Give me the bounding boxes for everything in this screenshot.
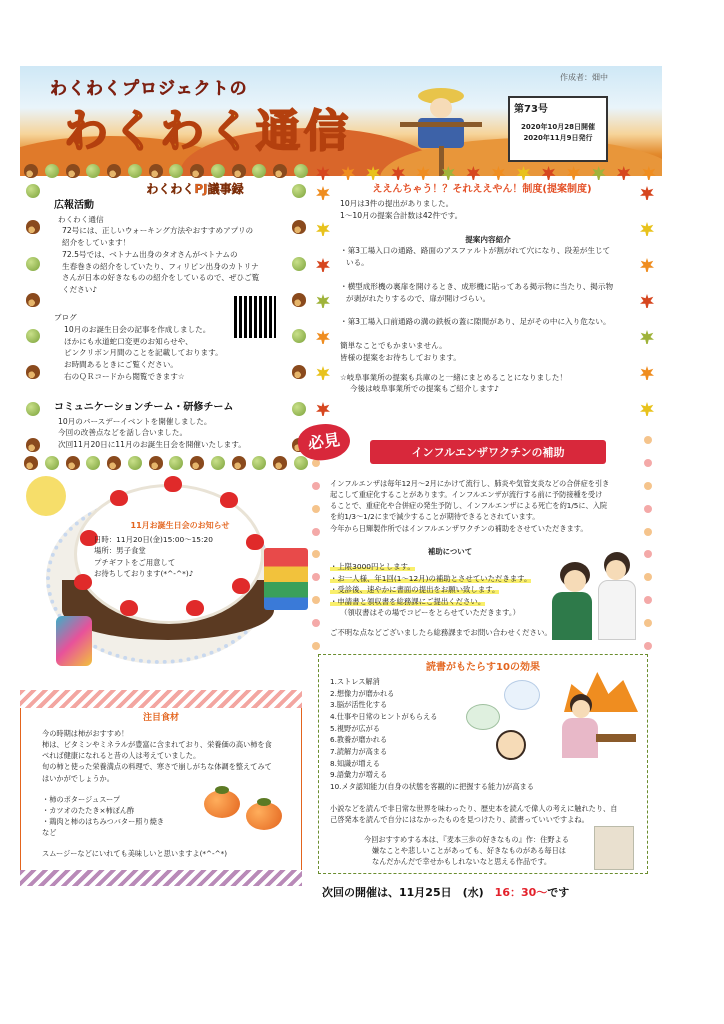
strawberry-icon: [110, 490, 128, 506]
pr-subheading: わくわく通信: [58, 214, 104, 224]
chestnut-icon: [232, 456, 246, 470]
blog-line: 右のＱＲコードから閲覧できます☆: [64, 371, 185, 381]
flu-body-line: インフルエンザは毎年12月～2月にかけて流行し、肺炎や気管支炎などの合併症を引き: [330, 479, 610, 488]
fairy-tale-icon: [504, 680, 540, 710]
reading-recommend-line: 今回おすすめする本は、『麦本三歩の好きなもの』作：住野よる: [364, 835, 569, 844]
food-body: [42, 728, 298, 860]
flu-support-item: ・上限3000円とします。: [330, 562, 415, 572]
chestnut-icon: [149, 164, 163, 178]
apple-icon: [26, 257, 40, 271]
reading-para: 己啓発本を読んで自分にはなかったものを見つけたり、読書っていいですよね。: [330, 815, 589, 825]
flu-support: [330, 546, 570, 638]
flower-dot-icon: [312, 619, 320, 627]
proposal-item: ・第3工場入口の通路、路面のアスファルトが割がれて穴になり、段差が生じて: [340, 246, 611, 256]
apple-icon: [128, 456, 142, 470]
pj-section-blog: [54, 312, 234, 383]
flu-body-line: 起こして重症化することがあります。インフルエンザが流行する前に予防接種を受け: [330, 490, 603, 500]
apple-icon: [252, 164, 266, 178]
historical-figure-icon: [496, 730, 526, 760]
reading-title: 読書がもたらす10の効果: [426, 662, 540, 673]
reading-recommend-line: 嫌なことや悲しいことがあっても、好きなものがある毎日は: [372, 846, 566, 856]
maple-leaf-icon: [491, 166, 505, 180]
ginkgo-leaf-icon: [517, 166, 531, 180]
blog-line: ほかにも水道蛇口変更のお知らせや、: [64, 336, 193, 346]
proposal-gifu: ☆岐阜事業所の提案も兵庫のと一緒にまとめることになりました！: [340, 372, 568, 382]
proposal-item: ・横型成形機の裏扉を開けるとき、成形機に貼ってある掲示物に当たり、掲示物: [340, 281, 614, 291]
reader-body-icon: [562, 718, 598, 758]
chestnut-icon: [232, 164, 246, 178]
pr-line: 72号には、正しいウォーキング方法やおすすめアプリの: [62, 226, 254, 236]
chestnut-icon: [292, 293, 306, 307]
held-date: 2020年10月28日開催: [521, 122, 595, 131]
maple-leaf-icon: [640, 258, 654, 272]
reading-effect: 8.知識が増える: [330, 758, 380, 768]
flower-dot-icon: [312, 573, 320, 581]
flower-dot-icon: [644, 436, 652, 444]
chestnut-icon: [66, 164, 80, 178]
food-stripe-top: [20, 690, 302, 708]
strawberry-icon: [220, 492, 238, 508]
food-menu: など: [42, 828, 57, 838]
chestnut-icon: [273, 164, 287, 178]
maple-leaf-icon: [542, 166, 556, 180]
reading-effect: 7.読解力が高まる: [330, 746, 388, 756]
apple-icon: [86, 456, 100, 470]
apple-icon: [26, 184, 40, 198]
flower-dot-icon: [644, 550, 652, 558]
apple-icon: [169, 164, 183, 178]
apple-icon: [26, 402, 40, 416]
birthday-line: 日時：11月20日(金)15:00～15:20: [94, 535, 213, 544]
ginkgo-leaf-icon: [366, 166, 380, 180]
leaf-row-top: [316, 166, 656, 180]
reading-effect: 3.脳が活性化する: [330, 700, 388, 710]
patient-body-icon: [552, 592, 592, 640]
gift-boxes-icon: [264, 548, 308, 610]
blog-line: ピンクリボン月間のことを記載しております。: [64, 348, 223, 358]
flu-support-item: ・お一人様、年1回(1～12月)の補助とさせていただきます。: [330, 573, 532, 583]
flu-title: インフルエンザワクチンの補助: [411, 446, 565, 459]
food-line: べれば健康になれると昔の人は考えていました。: [42, 751, 201, 761]
apple-icon: [26, 329, 40, 343]
flower-dot-icon: [312, 642, 320, 650]
blog-line: お時間あるときにご覧ください。: [64, 360, 178, 370]
maple-leaf-icon: [640, 366, 654, 380]
food-stripe-bottom: [20, 870, 302, 886]
flower-dot-icon: [644, 573, 652, 581]
chestnut-icon: [107, 164, 121, 178]
pj-minutes-title: わくわくPJ議事録: [146, 182, 244, 196]
chestnut-icon: [26, 220, 40, 234]
chestnut-icon: [24, 164, 38, 178]
pr-line: さんが日本の好きなものの紹介をしているので、ぜひご覧: [62, 273, 260, 283]
flower-dot-icon: [644, 619, 652, 627]
balloon-icon: [26, 476, 66, 516]
flower-dot-icon: [644, 505, 652, 513]
next-meeting-time: 16：30～: [494, 886, 548, 899]
ginkgo-leaf-icon: [640, 330, 654, 344]
reading-para: 小説などを読んで非日常な世界を味わったり、歴史本を読んで偉人の考えに触れたり、自: [330, 803, 618, 813]
reading-effect: 2.想像力が磨かれる: [330, 688, 395, 698]
book-cover-icon: [594, 826, 634, 870]
proposal-intro: 10月は3件の提出がありました。: [340, 199, 454, 208]
leaf-col-right: [640, 186, 654, 416]
chestnut-icon: [292, 365, 306, 379]
nurse-body-icon: [598, 580, 636, 640]
apple-icon: [211, 456, 225, 470]
ginkgo-leaf-icon: [640, 402, 654, 416]
flu-support-item: ・受診後、速やかに書面の提出をお願い致します。: [330, 585, 500, 595]
comm-line: 次回11月20日に11月のお誕生日会を開催いたします。: [58, 440, 246, 450]
apple-icon: [211, 164, 225, 178]
food-line: 今の時期は柿がおすすめ！: [42, 729, 129, 738]
scarecrow-face-icon: [430, 98, 452, 118]
ginkgo-leaf-icon: [592, 166, 606, 180]
nurse-face-icon: [606, 560, 626, 580]
strawberry-icon: [186, 600, 204, 616]
reading-recommend-line: なんだかんだで幸せかもしれないなと思える作品です。: [372, 857, 552, 867]
decor-col-left: [26, 184, 40, 452]
chestnut-icon: [190, 164, 204, 178]
proposal-item: が剥がれたりするので、扉が開けづらい。: [346, 293, 491, 303]
proposal-gifu: 今後は岐阜事業所での提案もご紹介します♪: [350, 384, 500, 394]
maple-leaf-icon: [640, 294, 654, 308]
apple-icon: [294, 456, 308, 470]
apple-icon: [45, 164, 59, 178]
author: 作成者：畑中: [560, 73, 608, 82]
ginkgo-leaf-icon: [316, 366, 330, 380]
persimmon-icon: [246, 802, 282, 830]
apple-icon: [45, 456, 59, 470]
pj-section-comm: [54, 400, 290, 451]
strawberry-icon: [246, 534, 264, 550]
proposal-body: [340, 198, 636, 395]
pr-line: 生春巻きの紹介をしていたり、フィリピン出身のカトリナ: [62, 261, 259, 271]
scarecrow-arms-icon: [400, 122, 482, 127]
maple-leaf-icon: [617, 166, 631, 180]
pinata-icon: [56, 616, 92, 666]
flu-body-line: 今年から日輝製作所ではインフルエンザワクチンの補助をさせていただきます。: [330, 523, 588, 533]
chestnut-icon: [107, 456, 121, 470]
proposal-intro: 1～10月の提案合計数は42件です。: [340, 210, 463, 220]
strawberry-icon: [120, 600, 138, 616]
apple-icon: [128, 164, 142, 178]
flower-dot-icon: [644, 459, 652, 467]
ginkgo-leaf-icon: [441, 166, 455, 180]
flu-support-note: （領収書はその場でコピーをとらせていただきます。）: [340, 608, 520, 618]
chestnut-icon: [66, 456, 80, 470]
chestnut-icon: [292, 220, 306, 234]
chestnut-icon: [190, 456, 204, 470]
ginkgo-leaf-icon: [316, 294, 330, 308]
reading-effect: 5.視野が広がる: [330, 723, 380, 733]
maple-leaf-icon: [567, 166, 581, 180]
food-line: はいかがでしょうか。: [42, 773, 114, 783]
maple-leaf-icon: [316, 330, 330, 344]
maple-leaf-icon: [642, 166, 656, 180]
issue-number: 第73号: [514, 104, 548, 115]
next-meeting-suffix: です: [547, 886, 570, 899]
leaf-col-left: [316, 186, 330, 416]
bench-icon: [596, 734, 636, 742]
flower-dot-icon: [644, 528, 652, 536]
flower-dot-icon: [312, 528, 320, 536]
comm-line: 10月のバースデーイベントを開催しました。: [58, 416, 212, 426]
chestnut-icon: [26, 365, 40, 379]
apple-icon: [294, 164, 308, 178]
flu-body-line: ることで、重症化や合併症の発生予防し、インフルエンザによる死亡を約1/5に、入院: [330, 501, 608, 511]
food-line: 柿は、ビタミンやミネラルが豊富に含まれており、栄養価の高い柿を食: [42, 740, 272, 750]
proposal-item: いる。: [346, 258, 369, 268]
apple-icon: [292, 329, 306, 343]
food-closing: スムージーなどにいれても美味しいと思いますよ(*^-^*): [42, 849, 228, 859]
ginkgo-leaf-icon: [316, 222, 330, 236]
issue-info-box: [508, 96, 608, 162]
apple-icon: [252, 456, 266, 470]
next-meeting: [322, 884, 569, 901]
ideas-icon: [466, 704, 500, 730]
apple-icon: [292, 184, 306, 198]
decor-col-right: [292, 184, 306, 452]
proposal-closing: 皆様の提案をお待ちしております。: [340, 352, 461, 362]
food-title: 注目食材: [142, 713, 179, 723]
header-subtitle: わくわくプロジェクトの: [50, 79, 248, 99]
flower-dot-icon: [312, 550, 320, 558]
header-banner: [20, 66, 662, 176]
proposal-closing: 簡単なことでもかまいません。: [340, 341, 447, 351]
birthday-line: 場所：男子食堂: [94, 546, 146, 556]
strawberry-icon: [164, 476, 182, 492]
flower-dot-icon: [312, 596, 320, 604]
blog-line: 10月のお誕生日会の記事を作成しました。: [64, 324, 211, 334]
strawberry-icon: [232, 578, 250, 594]
food-menu: ・カツオのたたき×柿ぽん酢: [42, 805, 135, 815]
proposal-item: ・第3工場入口前通路の溝の鉄板の蓋に隙間があり、足がその中に入り危ない。: [340, 317, 611, 327]
comm-line: 今回の改善点などを話し合いました。: [58, 428, 188, 438]
flower-dot-icon: [312, 482, 320, 490]
flu-body: [330, 478, 640, 534]
flower-dot-icon: [644, 642, 652, 650]
flower-dot-icon: [644, 482, 652, 490]
comm-heading: コミュニケーションチーム・研修チーム: [54, 402, 234, 413]
maple-leaf-icon: [416, 166, 430, 180]
strawberry-icon: [74, 574, 92, 590]
persimmon-icon: [204, 790, 240, 818]
blog-heading: ブログ: [54, 313, 77, 322]
reading-effect: 6.教養が磨かれる: [330, 735, 388, 745]
apple-icon: [86, 164, 100, 178]
maple-leaf-icon: [466, 166, 480, 180]
chestnut-icon: [149, 456, 163, 470]
next-meeting-prefix: 次回の開催は、11月25日 (水): [322, 886, 495, 899]
chestnut-icon: [24, 456, 38, 470]
birthday-line: お待ちしております(*^-^*)♪: [94, 569, 194, 579]
pj-section-pr: [54, 198, 290, 296]
dot-col-left: [312, 436, 322, 650]
flower-dot-icon: [312, 505, 320, 513]
chestnut-icon: [26, 293, 40, 307]
food-menu: ・柿のポタージュスープ: [42, 794, 121, 804]
ginkgo-leaf-icon: [640, 222, 654, 236]
reader-face-icon: [572, 700, 590, 718]
chestnut-icon: [273, 456, 287, 470]
chestnut-icon: [26, 438, 40, 452]
reading-effect: 1.ストレス解消: [330, 677, 380, 686]
flu-body-line: を約1/3～1/2にまで減少することが期待できるとされています。: [330, 512, 540, 522]
flu-support-item: ・申請書と領収書を総務課にご提出ください。: [330, 596, 486, 606]
birthday-details: [94, 534, 244, 580]
qr-code[interactable]: [234, 296, 276, 338]
apple-icon: [292, 257, 306, 271]
pr-line: 72.5号では、ベトナム出身のタオさんがベトナムの: [62, 249, 238, 259]
reading-effect: 4.仕事や日常のヒントがもらえる: [330, 711, 438, 721]
header-title: わくわく通信: [64, 106, 352, 157]
food-menu: ・鶏肉と柿のはちみつバター照り焼き: [42, 817, 165, 827]
flu-support-heading: 補助について: [427, 547, 473, 556]
pr-heading: 広報活動: [54, 200, 94, 211]
maple-leaf-icon: [391, 166, 405, 180]
reading-effect: 9.語彙力が増える: [330, 770, 388, 780]
maple-leaf-icon: [316, 258, 330, 272]
food-line: 旬の柿と使った栄養満点の料理で、寒さで崩しがちな体調を整えてみて: [42, 762, 272, 772]
birthday-title: 11月お誕生日会のお知らせ: [130, 521, 230, 530]
maple-leaf-icon: [316, 402, 330, 416]
proposal-title: ええんちゃう！？それええやん！制度(提案制度): [372, 184, 592, 195]
reading-recommend: [364, 834, 614, 867]
flu-contact: ご不明な点などございましたら総務課までお問い合わせください。: [330, 627, 552, 637]
apple-icon: [169, 456, 183, 470]
maple-leaf-icon: [341, 166, 355, 180]
patient-face-icon: [564, 570, 586, 592]
apple-icon: [292, 402, 306, 416]
birthday-line: プチギフトをご用意して: [94, 557, 176, 567]
pr-line: 紹介をしています！: [62, 238, 131, 248]
must-see-badge-label: 必見: [306, 429, 342, 454]
published-date: 2020年11月9日発行: [523, 134, 593, 143]
pr-line: ください♪: [62, 285, 98, 295]
decor-row-bottom: [24, 456, 308, 470]
reading-effect: 10.メタ認知能力(自身の状態を客観的に把握する能力)が高まる: [330, 781, 534, 791]
proposal-content-heading: 提案内容紹介: [465, 234, 511, 244]
maple-leaf-icon: [316, 166, 330, 180]
dot-col-right: [644, 436, 654, 650]
decor-row-top: [24, 164, 308, 178]
flower-dot-icon: [644, 596, 652, 604]
